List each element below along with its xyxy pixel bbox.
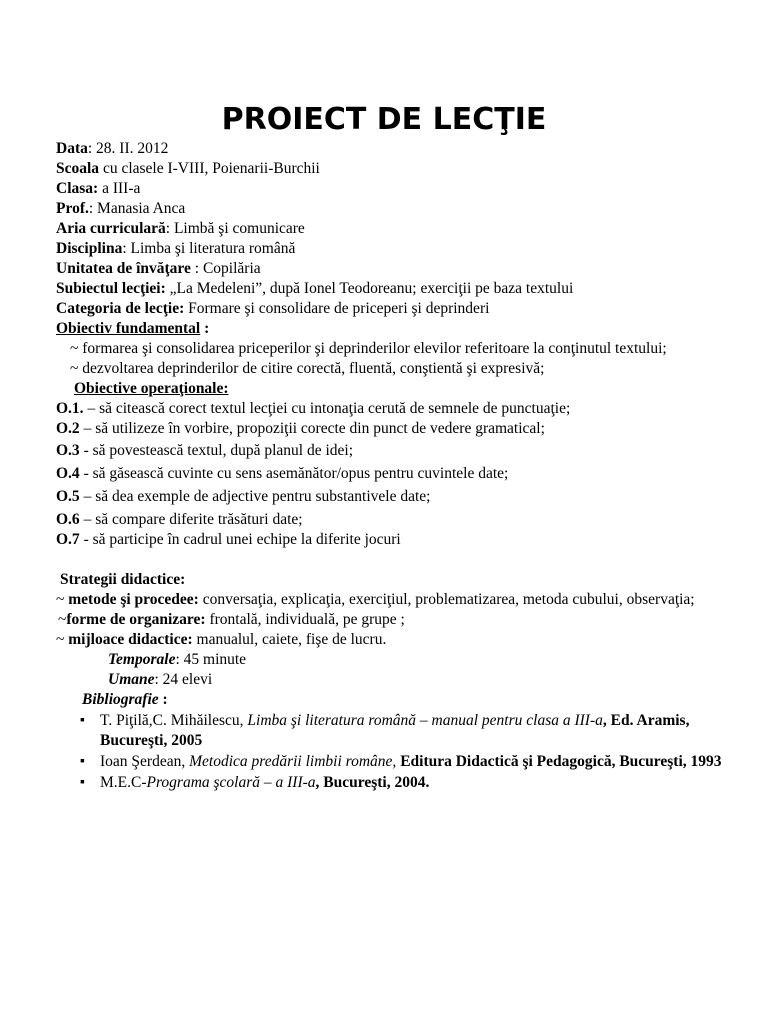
bibliography-sep: : [158, 691, 168, 708]
info-sep: : [190, 260, 200, 277]
info-value: 28. II. 2012 [92, 140, 169, 157]
methods-value: conversaţia, explicaţia, exerciţiul, problematizarea, metoda cubului, observaţia; [198, 591, 695, 608]
time-value: : 45 minute [175, 651, 247, 668]
objective-code: O.3 [56, 442, 80, 459]
operational-objective [56, 399, 736, 419]
info-label: Disciplina [56, 240, 123, 257]
bib-work: Limba şi literatura română – manual pentru clasa a III-a [243, 712, 603, 729]
bib-publisher: Editura Didactică şi Pedagogică, Bucureşti, 1993 [396, 753, 722, 770]
operational-objective [56, 464, 736, 484]
info-label: Aria curriculară [56, 220, 166, 237]
bibliography-item [80, 752, 736, 772]
objective-text: – să utilizeze în vorbire, propoziţii corecte din punct de vedere gramatical; [79, 420, 545, 437]
fundamental-objective-label: Obiectiv fundamental [56, 320, 201, 337]
objective-text: – să compare diferite trăsături date; [79, 511, 303, 528]
info-value: Copilăria [199, 260, 261, 277]
methods-prefix: ~ [56, 591, 69, 608]
info-line [56, 159, 736, 179]
fundamental-objective-item: ~ dezvoltarea deprinderilor de citire corectă, fluentă, conştientă şi expresivă; [70, 360, 545, 377]
objective-code: O.2 [56, 420, 80, 437]
bib-work: Metodica predării limbii române, [185, 753, 397, 770]
bibliography-item [80, 773, 736, 793]
bibliography-heading [56, 690, 736, 710]
time-label: Temporale [108, 651, 176, 668]
info-label: Unitatea de învăţare [56, 260, 191, 277]
info-sep: : [165, 220, 171, 237]
objective-text: – să citească corect textul lecţiei cu intonaţia cerută de semnele de punctuaţie; [83, 400, 571, 417]
resources-label: mijloace didactice: [68, 631, 193, 648]
info-line [56, 239, 736, 259]
info-line [56, 199, 736, 219]
info-sep: : [122, 240, 127, 257]
strategy-people [56, 670, 736, 690]
bib-work: Programa şcolară – a III-a [146, 774, 316, 791]
info-value: „La Medeleni”, după Ionel Teodoreanu; exerciţii pe baza textului [165, 280, 574, 297]
info-label: Data [56, 140, 88, 157]
operational-objective [56, 487, 736, 507]
objective-code: O.7 [56, 531, 80, 548]
info-sep: : [88, 200, 94, 217]
objective-code: O.4 [56, 465, 80, 482]
info-label: Prof. [56, 200, 89, 217]
methods-label: metode şi procedee: [68, 591, 199, 608]
info-line [56, 259, 736, 279]
info-line [56, 279, 736, 299]
objective-text: - să povestească textul, după planul de idei; [79, 442, 354, 459]
spacer [56, 550, 736, 570]
bibliography-list [56, 711, 736, 793]
forms-prefix: ~ [58, 611, 67, 628]
info-line [56, 299, 736, 319]
operational-objectives-heading: Obiective operaţionale: [74, 380, 229, 397]
info-value: Manasia Anca [93, 200, 186, 217]
info-value: cu clasele I-VIII, Poienarii-Burchii [99, 160, 320, 177]
lesson-info [56, 139, 736, 319]
document-body [56, 139, 736, 794]
operational-objective [56, 419, 736, 439]
bib-publisher: , Ed. Aramis, Bucureşti, 2005 [100, 712, 690, 749]
operational-objective [56, 441, 736, 461]
fundamental-objective-sep: : [200, 320, 210, 337]
objective-text: - să participe în cadrul unei echipe la diferite jocuri [79, 531, 401, 548]
people-label: Umane [108, 671, 155, 688]
info-line [56, 139, 736, 159]
bibliography-label: Bibliografie [82, 691, 159, 708]
bibliography-item [80, 711, 736, 751]
resources-prefix: ~ [56, 631, 69, 648]
strategy-resources [56, 630, 736, 650]
people-value: : 24 elevi [154, 671, 213, 688]
info-line [56, 219, 736, 239]
info-label: Clasa: [56, 180, 99, 197]
resources-value: manualul, caiete, fişe de lucru. [192, 631, 387, 648]
forms-value: frontală, individuală, pe grupe ; [205, 611, 405, 628]
objective-text: - să găsească cuvinte cu sens asemănător/opus pentru cuvintele date; [79, 465, 509, 482]
bib-author: Ioan Şerdean, [100, 753, 186, 770]
objective-code: O.6 [56, 511, 80, 528]
info-sep: : [87, 140, 93, 157]
objective-code: O.1. [56, 400, 84, 417]
info-label: Categoria de lecţie: [56, 300, 185, 317]
objective-code: O.5 [56, 488, 80, 505]
strategies-heading: Strategii didactice: [60, 571, 186, 588]
bib-author: M.E.C- [100, 774, 147, 791]
objective-text: – să dea exemple de adjective pentru substantivele date; [79, 488, 431, 505]
info-value: a III-a [98, 180, 141, 197]
forms-label: forme de organizare: [66, 611, 206, 628]
strategy-forms [56, 610, 736, 630]
info-label: Scoala [56, 160, 100, 177]
operational-objective [56, 530, 736, 550]
info-value: Limbă şi comunicare [170, 220, 305, 237]
strategy-time [56, 650, 736, 670]
strategy-methods [56, 590, 736, 610]
info-value: Formare şi consolidare de priceperi şi deprinderi [184, 300, 490, 317]
fundamental-objective-heading [56, 319, 736, 339]
info-label: Subiectul lecţiei: [56, 280, 166, 297]
bib-author: T. Piţilă,C. Mihăilescu, [100, 712, 244, 729]
document-title: PROIECT DE LECŢIE [221, 102, 547, 137]
fundamental-objective-item: ~ formarea şi consolidarea priceperilor şi deprinderilor elevilor referitoare la conţinutul textului; [70, 340, 667, 357]
info-line [56, 179, 736, 199]
bib-publisher: , Bucureşti, 2004. [315, 774, 430, 791]
operational-objective [56, 510, 736, 530]
info-value: Limba şi literatura română [126, 240, 296, 257]
